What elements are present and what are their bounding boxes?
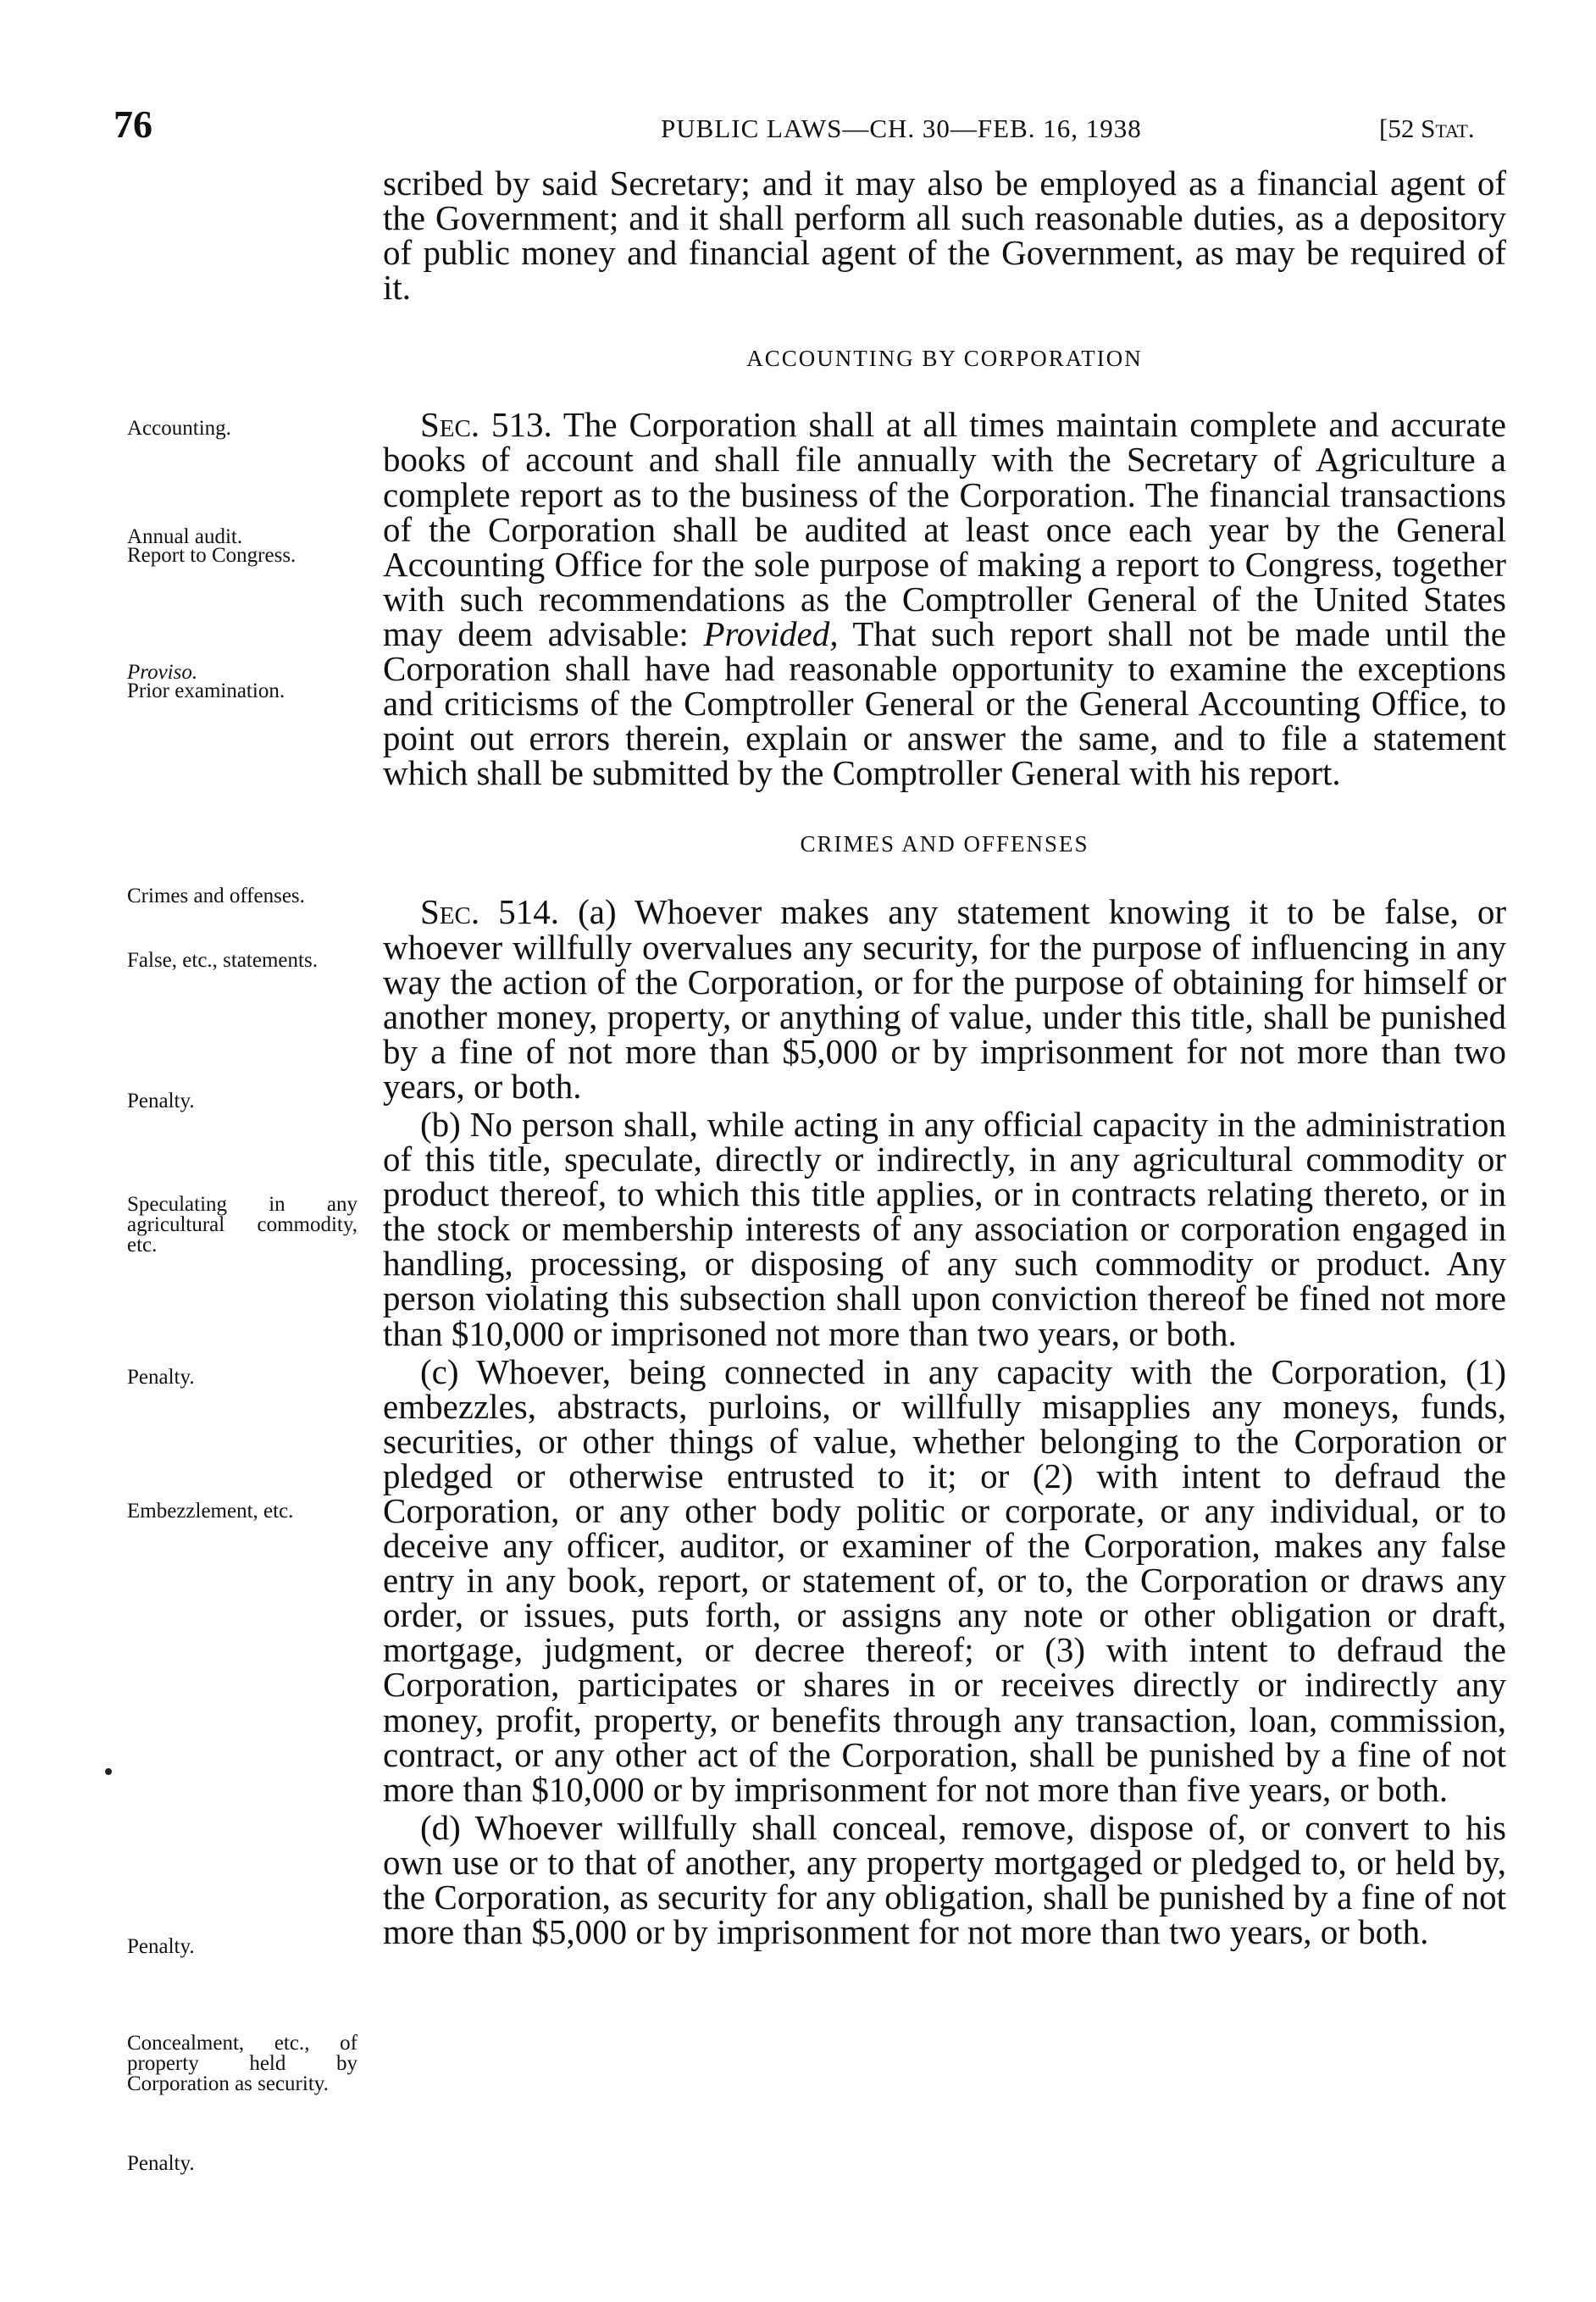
margin-note-penalty-4: Penalty. — [127, 2152, 195, 2175]
margin-note-accounting: Accounting. — [127, 417, 231, 440]
heading-crimes-and-offenses: CRIMES AND OFFENSES — [800, 831, 1089, 857]
section-513-provided: Provided, — [703, 613, 839, 653]
proviso-label: Proviso. — [127, 661, 198, 684]
section-514a-paragraph — [383, 892, 1507, 1106]
margin-note-penalty-2: Penalty. — [127, 1366, 195, 1389]
margin-note-report-to-congress: Report to Congress. — [127, 544, 296, 567]
page-number: 76 — [114, 103, 152, 146]
section-513-text-a: The Corporation shall at all times maintain complete and accurate books of account and shall file annually with the Secretary of Agriculture a complete report as to the business of the Corporation. The financial transactions of the Corporation shall be audited at least once each year by the General Accounting Office for the sole purpose of making a report to Congress, together with such recommendations as the Comptroller General of the United States may deem advisable: — [383, 405, 1506, 653]
stray-mark — [105, 1768, 112, 1775]
statute-reference: [52 Stat. — [1379, 114, 1475, 143]
section-513-paragraph — [383, 405, 1506, 793]
margin-note-prior-examination: Prior examination. — [127, 680, 285, 702]
margin-note-false-statements: False, etc., statements. — [127, 949, 318, 972]
section-514a-text: (a) Whoever makes any statement knowing it to be false, or whoever willfully overvalues any security, for the purpose of influencing in any way the action of the Corporation, or for the purpose of obtaining for himself or another money, property, or anything of value, under this title, shall be punished by a fine of not more than $5,000 or by imprisonment for not more than two years, or both. — [383, 892, 1507, 1106]
running-header-title: PUBLIC LAWS—CH. 30—FEB. 16, 1938 — [661, 114, 1142, 143]
section-514b-paragraph: (b) No person shall, while acting in any official capacity in the administration of this title, speculate, directly or indirectly, in any agricultural commodity or product thereof, to which this title applies, or in contracts relating thereto, or in the stock or membership interests of any association or corporation engaged in handling, processing, or disposing of any such commodity or product. Any person violating this subsection shall upon conviction thereof be fined not more than $10,000 or imprisoned not more than two years, or both. — [383, 1104, 1506, 1353]
margin-note-crimes-and-offenses: Crimes and offenses. — [127, 885, 305, 907]
section-513-label: Sec. 513. — [420, 405, 552, 445]
margin-note-concealment: Concealment, etc., of property held by Corporation as security. — [127, 2032, 357, 2095]
margin-note-penalty-3: Penalty. — [127, 1935, 195, 1958]
main-text-column — [383, 166, 1506, 1950]
margin-note-penalty-1: Penalty. — [127, 1090, 195, 1112]
section-514c-paragraph: (c) Whoever, being connected in any capacity with the Corporation, (1) embezzles, abstracts, purloins, or willfully misapplies any moneys, funds, securities, or other things of value, whether belonging to the Corporation or pledged or otherwise entrusted to it; or (2) with intent to defraud the Corporation, or any other body politic or corporate, or any individual, or to deceive any officer, auditor, or examiner of the Corporation, makes any false entry in any book, report, or statement of, or to, the Corporation or draws any order, or issues, puts forth, or assigns any note or other obligation or draft, mortgage, judgment, or decree thereof; or (3) with intent to defraud the Corporation, participates or shares in or receives directly or indirectly any money, profit, property, or benefits through any transaction, loan, commission, contract, or any other act of the Corporation, shall be punished by a fine of not more than $10,000 or by imprisonment for not more than five years, or both. — [383, 1351, 1506, 1809]
section-514-label: Sec. 514. — [420, 892, 559, 932]
section-514d-paragraph: (d) Whoever willfully shall conceal, remove, dispose of, or convert to his own use or to that of another, any property mortgaged or pledged to, or held by, the Corporation, as security for any obligation, shall be punished by a fine of not more than $5,000 or by imprisonment for not more than two years, or both. — [383, 1807, 1506, 1952]
margin-note-embezzlement: Embezzlement, etc. — [127, 1500, 294, 1523]
section-513-text-b: That such report shall not be made until the Corporation shall have had reasonable opportunity to examine the exceptions and criticisms of the Comptroller General or the General Accounting Office, to point out errors therein, explain or answer the same, and to file a statement which shall be submitted by the Comptroller General with his report. — [383, 613, 1506, 793]
margin-note-speculating: Speculating in any agricultural commodity, etc. — [127, 1193, 357, 1256]
heading-accounting-by-corporation: ACCOUNTING BY CORPORATION — [746, 346, 1143, 372]
margin-note-annual-audit: Annual audit. — [127, 525, 243, 548]
intro-paragraph: scribed by said Secretary; and it may also be employed as a financial agent of the Government; and it shall perform all such reasonable duties, as a depository of public money and financial agent of the Government, as may be required of it. — [383, 164, 1506, 308]
